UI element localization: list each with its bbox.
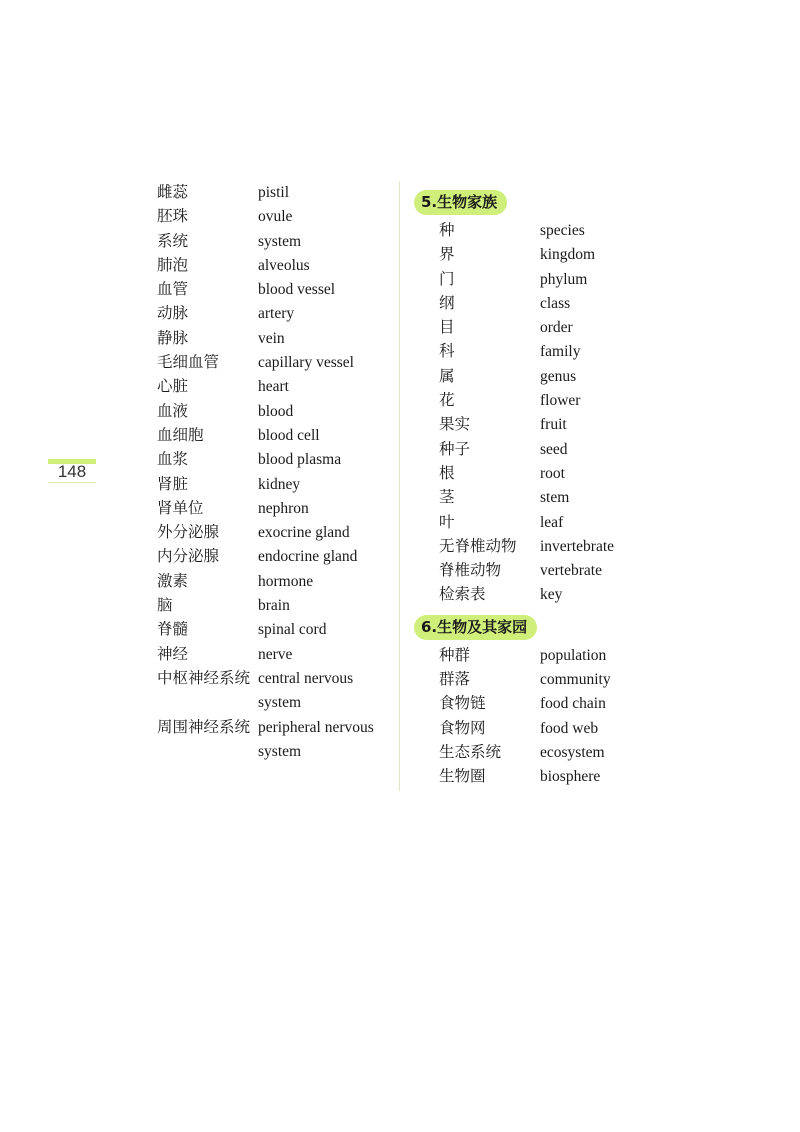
glossary-row [157,327,392,351]
chinese-term: 种子 [439,440,471,458]
english-term: heart [258,378,289,396]
glossary-row [157,230,392,254]
glossary-row [414,389,654,413]
chinese-term: 食物网 [439,719,486,737]
english-term: blood cell [258,426,320,444]
glossary-row [157,594,392,618]
english-term: ecosystem [540,743,605,761]
chinese-term: 叶 [439,513,455,531]
section-5-heading: 5.生物家族 [414,190,507,215]
glossary-row [157,618,392,642]
chinese-term: 果实 [439,416,471,434]
english-term: blood vessel [258,281,336,299]
glossary-row [414,316,654,340]
english-term: capillary vessel [258,354,354,372]
chinese-term: 属 [439,367,455,385]
chinese-term: 种群 [439,646,471,664]
glossary-row [414,365,654,389]
glossary-row [157,205,392,229]
glossary-row [157,570,392,594]
english-term: system [258,232,302,250]
chinese-term: 血液 [157,402,189,420]
chinese-term: 脑 [157,597,173,615]
glossary-row [414,668,654,692]
english-term: nerve [258,645,293,663]
page-tab-rule [48,482,96,483]
chinese-term: 毛细血管 [157,354,220,372]
chinese-term [157,691,258,715]
english-term: endocrine gland [258,548,358,566]
right-glossary-column [414,190,654,790]
chinese-term: 中枢神经系统 [157,669,251,687]
chinese-term: 内分泌腺 [157,548,220,566]
glossary-row [157,254,392,278]
english-term: blood [258,402,294,420]
english-term: kidney [258,475,301,493]
glossary-row [157,424,392,448]
glossary-row [414,765,654,789]
glossary-row [414,268,654,292]
english-term: system [258,742,302,760]
glossary-row [414,644,654,668]
glossary-row [157,375,392,399]
chinese-term: 肺泡 [157,256,189,274]
english-term: community [540,671,611,689]
glossary-row [414,717,654,741]
chinese-term: 肾脏 [157,475,189,493]
chinese-term: 雌蕊 [157,184,189,201]
glossary-row [157,351,392,375]
english-term: order [540,319,573,337]
english-term: biosphere [540,768,601,786]
glossary-row [157,473,392,497]
chinese-term: 食物链 [439,695,486,713]
glossary-row [157,545,392,569]
english-term: blood plasma [258,451,342,469]
glossary-row [414,583,654,607]
english-term: vein [258,329,285,347]
glossary-row [157,691,392,715]
glossary-row [157,716,392,740]
chinese-term: 激素 [157,572,189,590]
glossary-row [414,413,654,437]
glossary-row [414,340,654,364]
glossary-row [414,219,654,243]
glossary-row [414,462,654,486]
english-term: nephron [258,499,309,517]
english-term: hormone [258,572,314,590]
chinese-term: 花 [439,392,455,410]
chinese-term: 肾单位 [157,499,204,517]
column-divider [399,181,400,791]
english-term: invertebrate [540,537,615,555]
chinese-term: 纲 [439,294,455,312]
chinese-term: 周围神经系统 [157,718,251,736]
chinese-term: 神经 [157,645,189,663]
english-term: phylum [540,270,588,288]
glossary-row [157,181,392,205]
english-term: brain [258,597,290,615]
glossary-row [414,535,654,559]
chinese-term: 门 [439,270,455,288]
chinese-term: 无脊椎动物 [439,537,517,555]
glossary-row [414,692,654,716]
english-term: vertebrate [540,562,602,580]
chinese-term: 检索表 [439,586,486,604]
chinese-term: 根 [439,464,455,482]
english-term: root [540,464,565,482]
english-term: fruit [540,416,567,434]
page-number: 148 [57,462,87,481]
glossary-row [157,302,392,326]
glossary-row [157,400,392,424]
glossary-row [157,278,392,302]
english-term: seed [540,440,568,458]
glossary-row [414,243,654,267]
english-term: alveolus [258,256,310,274]
chinese-term: 茎 [439,489,455,507]
chinese-term: 血管 [157,281,189,299]
glossary-row [157,740,392,764]
chinese-term: 脊髓 [157,621,189,639]
english-term: leaf [540,513,564,531]
page-number-tab [48,459,96,483]
chinese-term: 界 [439,246,455,264]
english-term: class [540,294,571,312]
english-term: flower [540,392,581,410]
glossary-row [157,448,392,472]
glossary-row [157,497,392,521]
chinese-term: 生态系统 [439,743,502,761]
chinese-term: 血浆 [157,451,189,469]
section-5-list [414,219,654,608]
chinese-term: 胚珠 [157,208,189,226]
english-term: genus [540,367,577,385]
chinese-term [157,740,258,764]
english-term: population [540,646,607,664]
english-term: food web [540,719,599,737]
english-term: kingdom [540,246,596,264]
english-term: food chain [540,695,606,713]
english-term: ovule [258,208,293,226]
english-term: pistil [258,184,290,201]
chinese-term: 系统 [157,232,189,250]
glossary-row [414,511,654,535]
chinese-term: 静脉 [157,329,189,347]
english-term: system [258,694,302,712]
chinese-term: 脊椎动物 [439,562,502,580]
section-6-list [414,644,654,790]
chinese-term: 血细胞 [157,426,204,444]
chinese-term: 目 [439,319,455,337]
english-term: exocrine gland [258,524,350,542]
english-term: central nervous [258,669,354,687]
english-term: artery [258,305,295,323]
chinese-term: 动脉 [157,305,189,323]
left-glossary-column [157,181,392,764]
english-term: stem [540,489,570,507]
chinese-term: 科 [439,343,455,361]
section-6-heading: 6.生物及其家园 [414,615,537,640]
glossary-row [157,667,392,691]
glossary-row [414,438,654,462]
glossary-row [414,741,654,765]
glossary-row [157,643,392,667]
chinese-term: 种 [439,222,455,239]
chinese-term: 生物圈 [439,768,486,786]
glossary-row [414,559,654,583]
english-term: species [540,222,585,239]
chinese-term: 群落 [439,671,471,689]
english-term: spinal cord [258,621,327,639]
glossary-row [414,486,654,510]
english-term: family [540,343,581,361]
english-term: peripheral nervous [258,718,374,736]
glossary-row [157,521,392,545]
english-term: key [540,586,563,604]
chinese-term: 外分泌腺 [157,524,220,542]
chinese-term: 心脏 [157,378,189,396]
glossary-row [414,292,654,316]
